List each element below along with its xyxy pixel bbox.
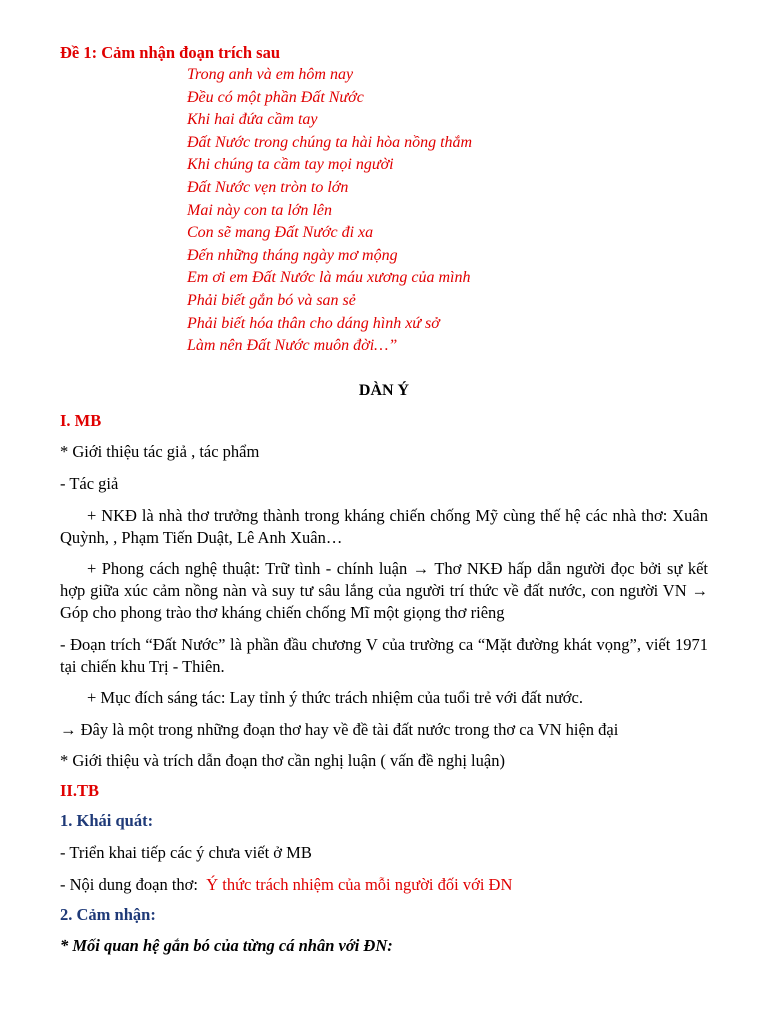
poem-line: Phải biết hóa thân cho dáng hình xứ sở — [187, 314, 440, 332]
paragraph-content — [60, 874, 708, 896]
content-value: Ý thức trách nhiệm của mỗi người đối với ĐN — [206, 874, 513, 894]
paragraph-purpose: + Mục đích sáng tác: Lay tỉnh ý thức trách nhiệm của tuổi trẻ với đất nước. — [87, 688, 583, 708]
poem-line: Đất Nước vẹn tròn to lớn — [187, 178, 349, 196]
outline-title: DÀN Ý — [358, 381, 410, 399]
poem-line: Đều có một phần Đất Nước — [187, 88, 364, 106]
poem-line: Phải biết gắn bó và san sẻ — [187, 291, 356, 309]
paragraph-art-style: + Phong cách nghệ thuật: Trữ tình - chính luận → Thơ NKĐ hấp dẫn người đọc bởi sự kết hợp giữa xúc cảm nồng nàn và suy tư sâu lắng của người trí thức về đất nước, con người VN → Góp cho phong trào thơ kháng chiến chống Mĩ một giọng thơ riêng — [60, 559, 708, 623]
poem-line: Em ơi em Đất Nước là máu xương của mình — [187, 269, 471, 287]
poem-line: Khi chúng ta cầm tay mọi người — [187, 156, 394, 174]
exam-title: Đề 1: Cảm nhận đoạn trích sau — [60, 43, 281, 62]
poem-line: Con sẽ mang Đất Nước đi xa — [187, 224, 374, 242]
subheading-overview: 1. Khái quát: — [60, 811, 154, 831]
content-label: - Nội dung đoạn thơ: — [60, 874, 198, 894]
poem-excerpt — [187, 64, 708, 358]
poem-line: Làm nên Đất Nước muôn đời…” — [187, 337, 398, 355]
poem-line: Đất Nước trong chúng ta hài hòa nồng thắm — [187, 133, 473, 151]
poem-line: Khi hai đứa cầm tay — [187, 111, 318, 129]
poem-line: Mai này con ta lớn lên — [187, 201, 332, 219]
paragraph-intro-quote: * Giới thiệu và trích dẫn đoạn thơ cần nghị luận ( vấn đề nghị luận) — [60, 751, 505, 771]
section-heading-body: II.TB — [60, 781, 99, 801]
paragraph-author-detail: + NKĐ là nhà thơ trưởng thành trong kháng chiến chống Mỹ cùng thế hệ các nhà thơ: Xuân Quỳnh, , Phạm Tiến Duật, Lê Anh Xuân… — [60, 505, 708, 547]
paragraph-excerpt-origin: - Đoạn trích “Đất Nước” là phần đầu chương V của trường ca “Mặt đường khát vọng”, viết 1971 tại chiến khu Trị - Thiên. — [60, 634, 708, 676]
paragraph-conclusion: → Đây là một trong những đoạn thơ hay về đề tài đất nước trong thơ ca VN hiện đại — [60, 719, 619, 739]
paragraph-deploy: - Triển khai tiếp các ý chưa viết ở MB — [60, 843, 312, 863]
paragraph-intro: * Giới thiệu tác giả , tác phẩm — [60, 442, 260, 462]
poem-line: Trong anh và em hôm nay — [187, 66, 354, 83]
section-heading-intro: I. MB — [60, 410, 102, 430]
poem-line: Đến những tháng ngày mơ mộng — [187, 246, 398, 264]
paragraph-author: - Tác giả — [60, 473, 119, 493]
document-page — [60, 42, 708, 957]
paragraph-relationship: * Mối quan hệ gắn bó của từng cá nhân với ĐN: — [60, 936, 393, 956]
subheading-feeling: 2. Cảm nhận: — [60, 904, 156, 924]
